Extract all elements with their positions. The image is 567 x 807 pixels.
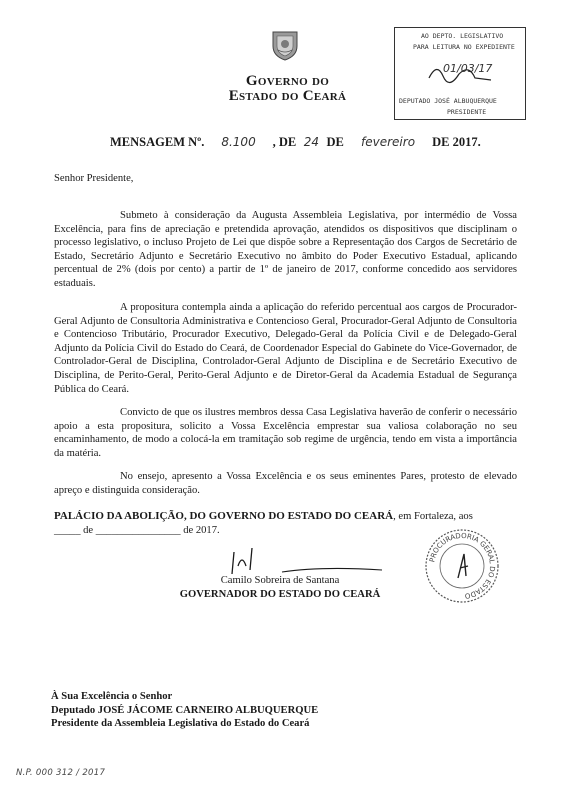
reception-stamp (394, 27, 526, 120)
addressee-line2: Deputado JOSÉ JÁCOME CARNEIRO ALBUQUERQUE (51, 704, 319, 716)
stamp-line2: PARA LEITURA NO EXPEDIENTE (413, 43, 515, 51)
procuradoria-rubric-stamp (424, 528, 500, 604)
salutation: Senhor Presidente, (54, 173, 134, 184)
paragraph-3-text: Convicto de que os ilustres membros dessa Casa Legislativa haverão de conferir o necessário apoio a esta propositura, solicito a Vossa Excelência emprestar sua valiosa colaboração no seu encaminhamento, de modo a colocá-la em tramitação sob regime de urgência, tendo em vista a importância da matéria. (54, 407, 517, 459)
signature-block (150, 574, 410, 601)
addressee-block (51, 690, 318, 731)
stamp-line3: DEPUTADO JOSÉ ALBUQUERQUE (399, 97, 497, 105)
stamp-line1: AO DEPTO. LEGISLATIVO (421, 32, 504, 40)
signatory-role: GOVERNADOR DO ESTADO DO CEARÁ (179, 588, 381, 600)
paragraph-4 (54, 470, 517, 497)
message-heading (110, 135, 481, 150)
state-coat-of-arms-icon (268, 28, 302, 62)
closing-month-blank: ________________ de 2017. (95, 525, 220, 536)
closing-palace: PALÁCIO DA ABOLIÇÃO, DO GOVERNO DO ESTADO DO CEARÁ (54, 510, 394, 522)
closing-rest: , em Fortaleza, aos (393, 511, 473, 522)
addressee-line3: Presidente da Assembleia Legislativa do Estado do Ceará (51, 718, 310, 729)
message-number: 8.100 (221, 135, 256, 149)
protocol-number: N.P. 000 312 / 2017 (16, 768, 106, 778)
addressee-line1: À Sua Excelência o Senhor (51, 691, 173, 702)
paragraph-3 (54, 406, 517, 460)
rubric-stamp-text: PROCURADORIA GERAL DO ESTADO (428, 531, 497, 600)
closing-day-blank: _____ de (54, 525, 94, 536)
message-sep2: DE (326, 135, 344, 149)
governor-signature-icon (222, 544, 392, 578)
paragraph-4-text: No ensejo, apresento a Vossa Excelência e os seus eminentes Pares, protesto de elevado apreço e distinguida consideração. (54, 471, 517, 496)
paragraph-2 (54, 301, 517, 396)
government-title-line2: Estado do Ceará (228, 88, 347, 104)
message-label: MENSAGEM Nº. (110, 135, 205, 149)
paragraph-1 (54, 209, 517, 291)
stamp-line4: PRESIDENTE (447, 108, 487, 116)
signatory-name: Camilo Sobreira de Santana (220, 575, 340, 586)
paragraph-2-text: A propositura contempla ainda a aplicação do referido percentual aos cargos de Procurador-Geral Adjunto de Consultoria Administrativa e Contencioso Geral, Procurador-Geral Adjunto de Consultoria e Contencioso Tributário, Procurador Executivo, Delegado-Geral da Polícia Civil e de Delegado-Geral Adjunto da Polícia Civil do Estado do Ceará, de Coordenador Especial do Gabinete do Vice-Governador, de Controlador-Geral de Disciplina, Controlador-Geral Adjunto de Disciplina e de Secretário Executivo de Disciplina, de Perito-Geral, Perito-Geral Adjunto e de Diretor-Geral da Academia Estadual de Segurança Pública do Ceará. (54, 302, 517, 395)
government-title (200, 74, 375, 104)
stamp-signature-icon (425, 58, 495, 88)
message-day: 24 (303, 135, 320, 149)
government-title-line1: Governo do (245, 73, 330, 89)
rubric-mark-icon (458, 554, 468, 578)
message-month: fevereiro (361, 135, 416, 149)
message-year: DE 2017. (432, 135, 481, 149)
message-sep1: , DE (272, 135, 297, 149)
paragraph-1-text: Submeto à consideração da Augusta Assembleia Legislativa, por intermédio de Vossa Excelência, para fins de apreciação e pretendida aprovação, atendidos os dispositivos que disciplinam o processo legislativo, o incluso Projeto de Lei que dispõe sobre a Representação dos Cargos de Secretário de Estado, Secretário Adjunto e Secretário Executivo no âmbito do Poder Executivo Estadual, aplicando percentual de 2% (dois por cento) a partir de 1º de janeiro de 2017, conforme concedido aos servidores estaduais. (54, 210, 517, 289)
stamp-date: 01/03/17 (443, 62, 493, 75)
